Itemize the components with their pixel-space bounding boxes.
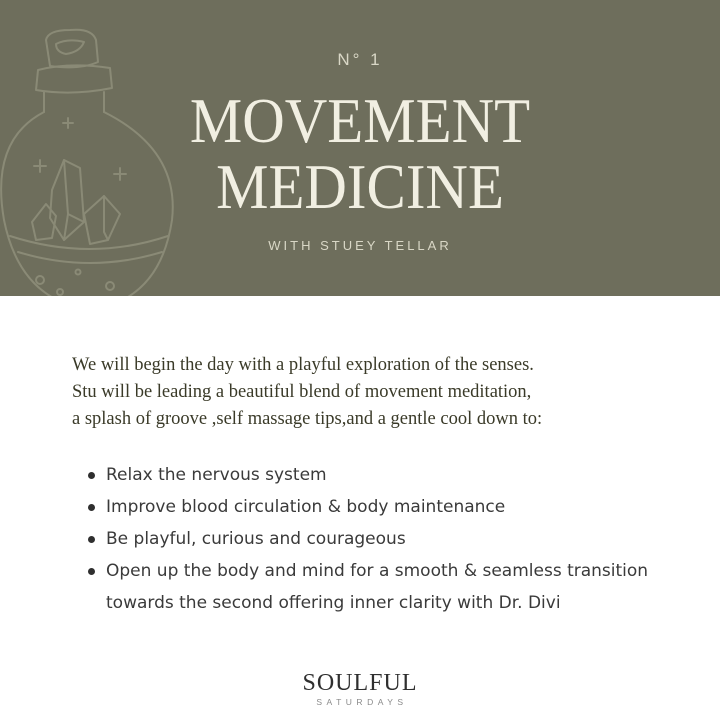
intro-line: Stu will be leading a beautiful blend of movement meditation,	[72, 382, 532, 402]
list-item-text: Relax the nervous system	[106, 465, 327, 485]
list-item	[88, 459, 688, 491]
bullet-dot-icon	[88, 472, 95, 479]
list-item-text-continued: towards the second offering inner clarity with Dr. Divi	[106, 593, 561, 613]
bullet-dot-icon	[88, 536, 95, 543]
issue-number: N° 1	[337, 50, 383, 69]
title-line-1: MOVEMENT	[189, 85, 531, 156]
list-item	[88, 491, 688, 523]
bullet-dot-icon	[88, 504, 95, 511]
benefits-list	[88, 459, 688, 619]
intro-paragraph	[72, 352, 692, 433]
potion-bottle-with-crystals-icon	[0, 0, 180, 296]
list-item-text: Improve blood circulation & body maintenance	[106, 497, 506, 517]
page-title	[176, 85, 544, 222]
intro-line: a splash of groove ,self massage tips,and a gentle cool down to:	[72, 409, 543, 429]
list-item	[88, 523, 688, 555]
brand-tagline: SATURDAYS	[316, 697, 408, 707]
intro-line: We will begin the day with a playful exploration of the senses.	[72, 355, 534, 375]
header-banner	[0, 0, 720, 296]
list-item-text: Open up the body and mind for a smooth & seamless transition	[106, 561, 649, 581]
title-line-2: MEDICINE	[216, 151, 504, 222]
brand-logo	[300, 670, 420, 708]
facilitator-subtitle: WITH STUEY TELLAR	[268, 238, 452, 253]
list-item	[88, 555, 688, 619]
list-item-text: Be playful, curious and courageous	[106, 529, 406, 549]
brand-name: SOULFUL	[302, 670, 418, 696]
bullet-dot-icon	[88, 568, 95, 575]
